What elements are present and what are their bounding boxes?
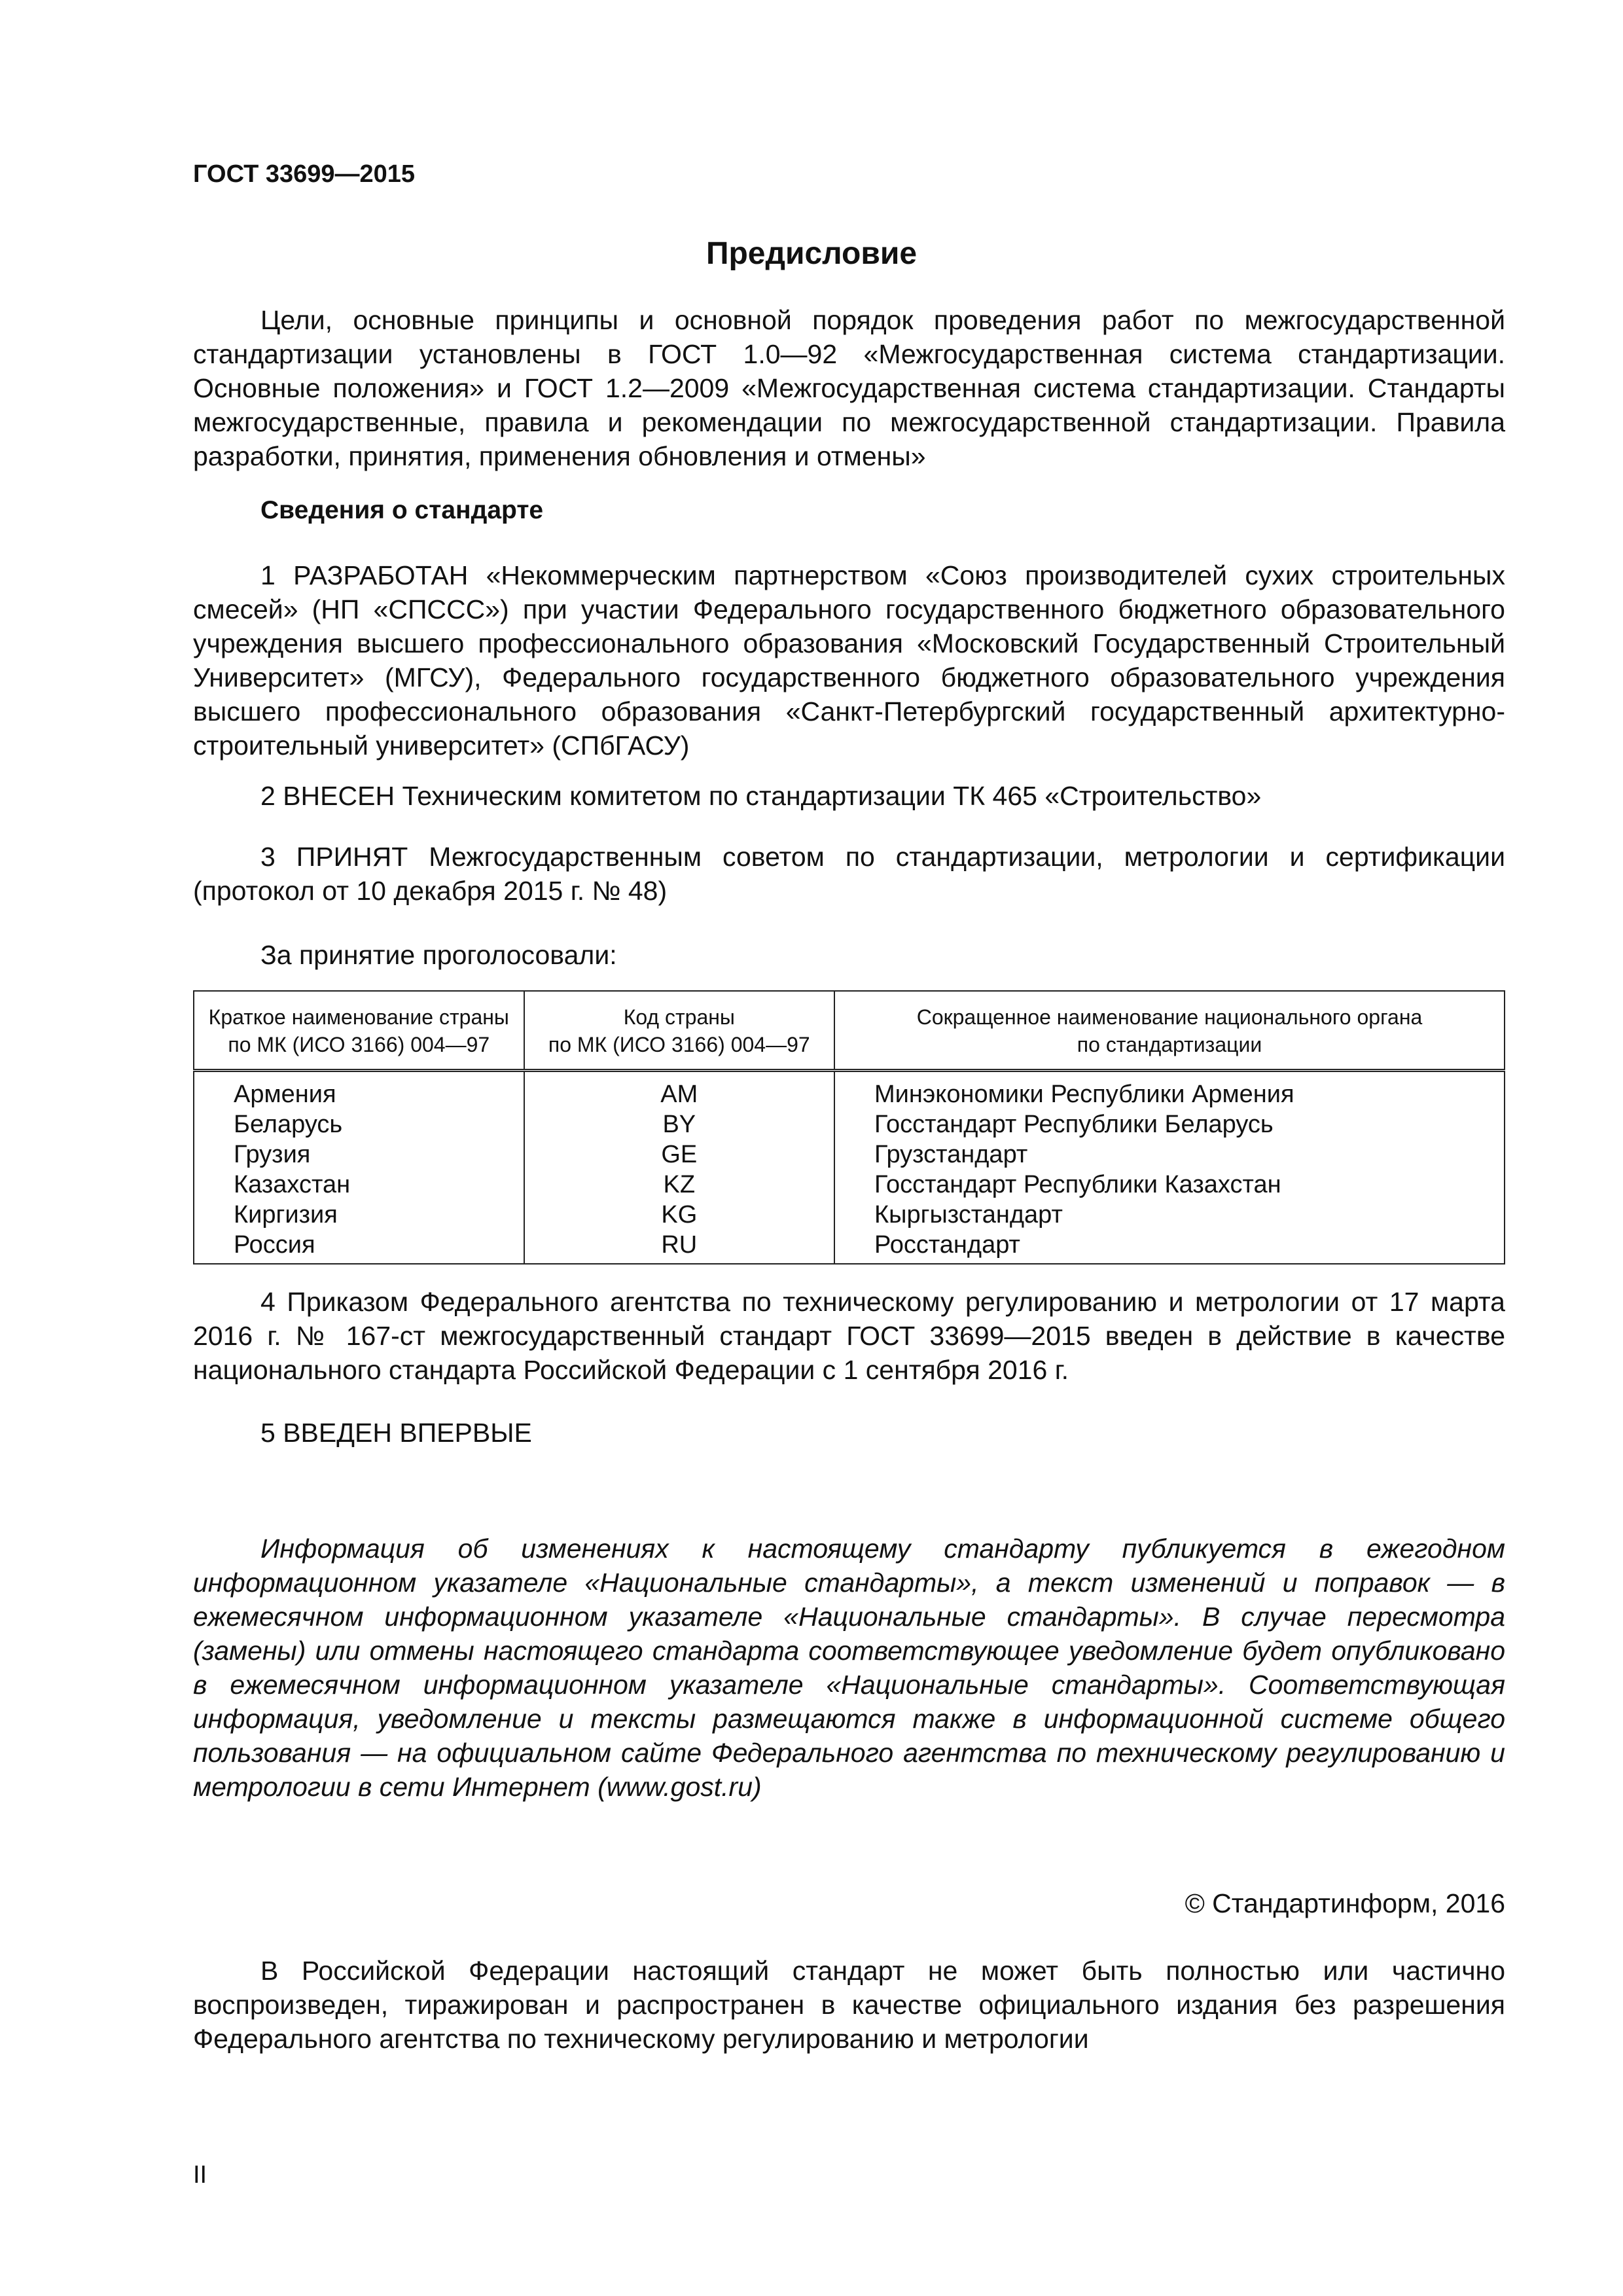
column-header-line: Код страны [623,1005,735,1029]
code-cell: KG [524,1200,834,1230]
country-cell: Казахстан [194,1170,524,1200]
body-cell: Госстандарт Республики Беларусь [834,1109,1505,1139]
section-heading-info: Сведения о стандарте [260,496,544,524]
body-cell: Росстандарт [834,1230,1505,1264]
code-cell: AM [524,1071,834,1110]
table-row [194,1200,1505,1230]
code-cell: GE [524,1139,834,1170]
body-cell: Минэкономики Республики Армения [834,1071,1505,1110]
item-developed: 1 РАЗРАБОТАН «Некоммерческим партнерством «Союз производителей сухих строительных смесей» (НП «СПССС») при участии Федерального государственного бюджетного образовательного учреждения высшего профессионального образования «Московский Государственный Строительный Университет» (МГСУ), Федерального государственного бюджетного образовательного учреждения высшего профессионального образования «Санкт-Петербургский государственный архитектурно-строительный университет» (СПбГАСУ) [193,560,1505,761]
country-cell: Грузия [194,1139,524,1170]
table-row [194,1230,1505,1264]
column-header-line: по МК (ИСО 3166) 004—97 [548,1033,810,1056]
voted-label: За принятие проголосовали: [260,940,617,970]
item-adopted: 3 ПРИНЯТ Межгосударственным советом по стандартизации, метрологии и сертификации (протокол от 10 декабря 2015 г. № 48) [193,842,1505,906]
country-cell: Армения [194,1071,524,1110]
restriction-paragraph: В Российской Федерации настоящий стандарт не может быть полностью или частично воспроизведен, тиражирован и распространен в качестве официального издания без разрешения Федерального агентства по техническому регулированию и метрологии [193,1956,1505,2054]
page-number: II [193,2161,207,2189]
column-header-line: Сокращенное наименование национального органа [916,1005,1423,1029]
copyright-line: © Стандартинформ, 2016 [1185,1888,1505,1918]
table-row [194,1170,1505,1200]
document-code: ГОСТ 33699—2015 [193,160,416,188]
item-enacted: 4 Приказом Федерального агентства по техническому регулированию и метрологии от 17 марта 2016 г. № 167-ст межгосударственный стандарт ГОСТ 33699—2015 введен в действие в качестве национального стандарта Российской Федерации с 1 сентября 2016 г. [193,1287,1505,1385]
notice-paragraph: Информация об изменениях к настоящему стандарту публикуется в ежегодном информационном указателе «Национальные стандарты», а текст изменений и поправок — в ежемесячном информационном указателе «Национальные стандарты». В случае пересмотра (замены) или отмены настоящего стандарта соответствующее уведомление будет опубликовано в ежемесячном информационном указателе «Национальные стандарты». Соответствующая информация, уведомление и тексты размещаются также в информационной системе общего пользования — на официальном сайте Федерального агентства по техническому регулированию и метрологии в сети Интернет (www.gost.ru) [193,1534,1505,1802]
column-header-country [194,991,524,1071]
code-cell: RU [524,1230,834,1264]
item-first-introduced: 5 ВВЕДЕН ВПЕРВЫЕ [260,1418,532,1448]
column-header-line: по стандартизации [1077,1033,1262,1056]
item-submitted: 2 ВНЕСЕН Техническим комитетом по стандартизации ТК 465 «Строительство» [260,781,1262,811]
table-header-row [194,991,1505,1071]
country-cell: Беларусь [194,1109,524,1139]
column-header-body [834,991,1505,1071]
body-cell: Госстандарт Республики Казахстан [834,1170,1505,1200]
member-states-table [193,990,1505,1265]
body-cell: Грузстандарт [834,1139,1505,1170]
intro-paragraph: Цели, основные принципы и основной порядок проведения работ по межгосударственной стандартизации установлены в ГОСТ 1.0—92 «Межгосударственная система стандартизации. Основные положения» и ГОСТ 1.2—2009 «Межгосударственная система стандартизации. Стандарты межгосударственные, правила и рекомендации по межгосударственной стандартизации. Правила разработки, принятия, применения обновления и отмены» [193,305,1505,471]
table-row [194,1071,1505,1110]
page-title: Предисловие [705,236,918,271]
table-row [194,1109,1505,1139]
body-cell: Кыргызстандарт [834,1200,1505,1230]
column-header-line: Краткое наименование страны [208,1005,509,1029]
table-row [194,1139,1505,1170]
column-header-line: по МК (ИСО 3166) 004—97 [228,1033,490,1056]
country-cell: Киргизия [194,1200,524,1230]
country-cell: Россия [194,1230,524,1264]
code-cell: BY [524,1109,834,1139]
code-cell: KZ [524,1170,834,1200]
column-header-code [524,991,834,1071]
